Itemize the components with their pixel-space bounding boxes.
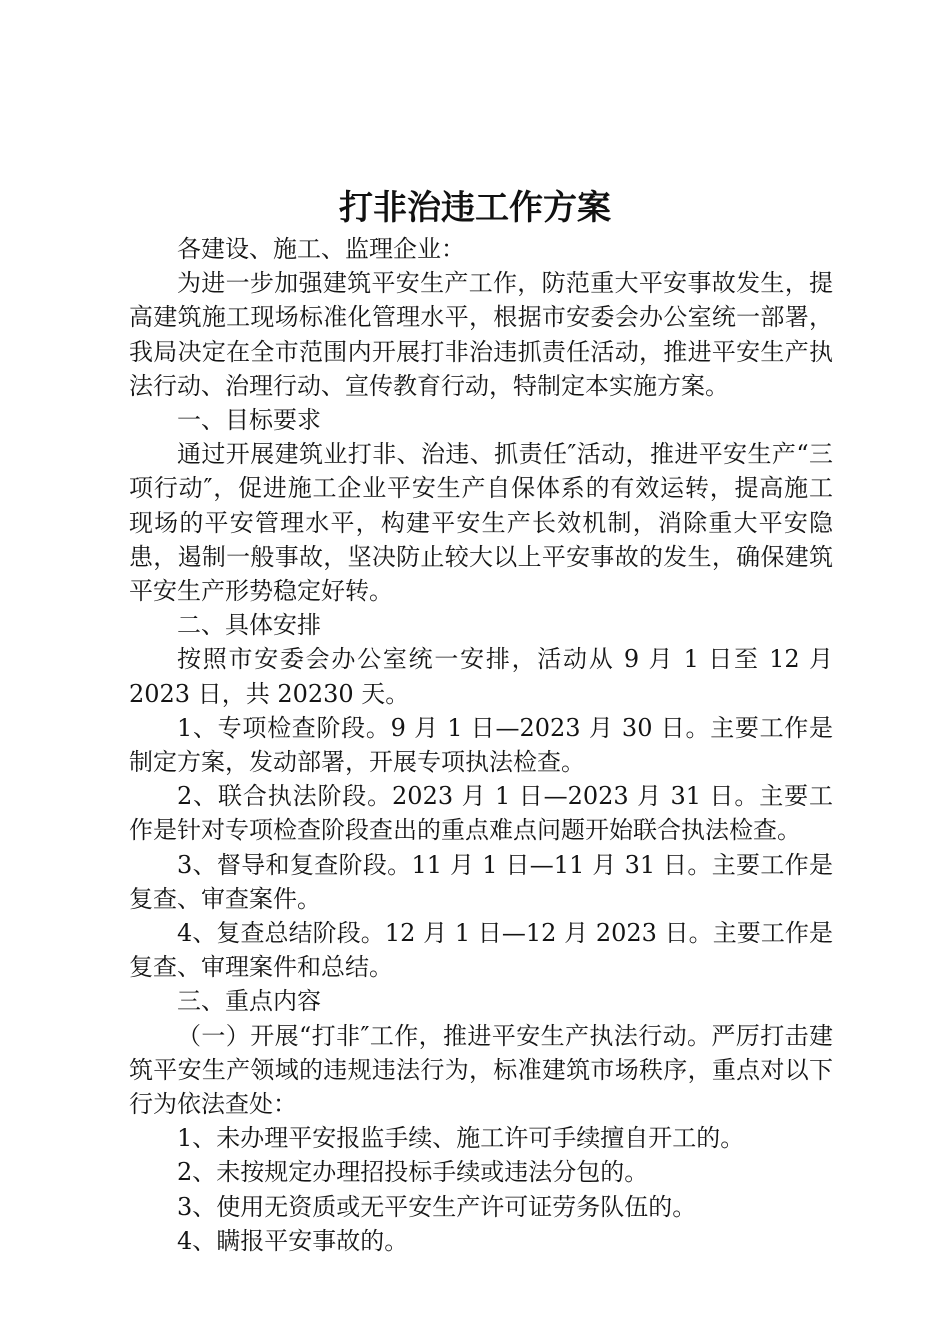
document-body — [129, 232, 833, 1258]
stage-2-paragraph: 2、联合执法阶段。2023 月 1 日—2023 月 31 日。主要工作是针对专项检查阶段查出的重点难点问题开始联合执法检查。 — [129, 782, 833, 845]
salutation: 各建设、施工、监理企业： — [177, 235, 465, 263]
list-item: 2、未按规定办理招投标手续或违法分包的。 — [177, 1158, 649, 1187]
goals-paragraph: 通过开展建筑业打非、治违、抓责任″活动，推进平安生产“三项行动″，促进施工企业平安生产自保体系的有效运转，提高施工现场的平安管理水平，构建平安生产长效机制，消除重大平安隐患，遏制一般事故，坚决防止较大以上平安事故的发生，确保建筑平安生产形势稳定好转。 — [129, 440, 833, 606]
key-content-paragraph: （一）开展“打非″工作，推进平安生产执法行动。严厉打击建筑平安生产领域的违规违法行为，标准建筑市场秩序，重点对以下行为依法查处： — [129, 1021, 833, 1119]
stage-4-paragraph: 4、复查总结阶段。12 月 1 日—12 月 2023 日。主要工作是复查、审理案件和总结。 — [129, 919, 833, 982]
section-heading-arrangement: 二、具体安排 — [177, 611, 321, 640]
list-item: 4、瞒报平安事故的。 — [177, 1226, 409, 1255]
section-heading-key-content: 三、重点内容 — [177, 987, 321, 1016]
arrangement-paragraph: 按照市安委会办公室统一安排，活动从 9 月 1 日至 12 月 2023 日，共 20230 天。 — [129, 645, 833, 708]
stage-3-paragraph: 3、督导和复查阶段。11 月 1 日—11 月 31 日。主要工作是复查、审查案件。 — [129, 850, 833, 913]
stage-1-paragraph: 1、专项检查阶段。9 月 1 日—2023 月 30 日。主要工作是制定方案，发动部署，开展专项执法检查。 — [129, 713, 833, 777]
section-heading-goals: 一、目标要求 — [177, 406, 321, 435]
intro-paragraph: 为进一步加强建筑平安生产工作，防范重大平安事故发生，提高建筑施工现场标准化管理水平，根据市安委会办公室统一部署，我局决定在全市范围内开展打非治违抓责任活动，推进平安生产执法行动、治理行动、宣传教育行动，特制定本实施方案。 — [129, 269, 833, 400]
list-item: 3、使用无资质或无平安生产许可证劳务队伍的。 — [177, 1192, 697, 1221]
list-item: 1、未办理平安报监手续、施工许可手续擅自开工的。 — [177, 1124, 745, 1153]
document-title: 打非治违工作方案 — [339, 188, 611, 228]
